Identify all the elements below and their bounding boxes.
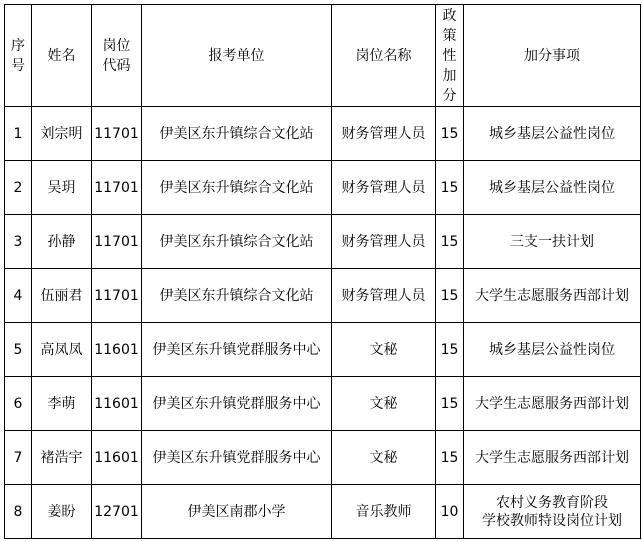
cell-seq: 6 bbox=[5, 377, 32, 431]
cell-name: 李萌 bbox=[32, 377, 92, 431]
cell-bonus: 15 bbox=[436, 107, 464, 161]
table-row bbox=[5, 377, 641, 431]
header-name: 姓名 bbox=[32, 5, 92, 107]
cell-item: 农村义务教育阶段 学校教师特设岗位计划 bbox=[464, 485, 641, 539]
cell-code: 11701 bbox=[92, 269, 142, 323]
cell-position: 财务管理人员 bbox=[332, 107, 436, 161]
cell-name: 孙静 bbox=[32, 215, 92, 269]
cell-code: 11701 bbox=[92, 161, 142, 215]
cell-item: 三支一扶计划 bbox=[464, 215, 641, 269]
header-position: 岗位名称 bbox=[332, 5, 436, 107]
cell-item: 城乡基层公益性岗位 bbox=[464, 161, 641, 215]
table-row bbox=[5, 161, 641, 215]
cell-position: 文秘 bbox=[332, 377, 436, 431]
cell-unit: 伊美区南郡小学 bbox=[142, 485, 332, 539]
cell-position: 文秘 bbox=[332, 323, 436, 377]
cell-code: 11601 bbox=[92, 431, 142, 485]
cell-code: 11701 bbox=[92, 107, 142, 161]
cell-unit: 伊美区东升镇党群服务中心 bbox=[142, 377, 332, 431]
cell-unit: 伊美区东升镇党群服务中心 bbox=[142, 323, 332, 377]
cell-seq: 7 bbox=[5, 431, 32, 485]
cell-item: 城乡基层公益性岗位 bbox=[464, 323, 641, 377]
cell-item: 大学生志愿服务西部计划 bbox=[464, 431, 641, 485]
cell-unit: 伊美区东升镇综合文化站 bbox=[142, 269, 332, 323]
cell-name: 褚浩宇 bbox=[32, 431, 92, 485]
cell-position: 文秘 bbox=[332, 431, 436, 485]
cell-bonus: 15 bbox=[436, 161, 464, 215]
cell-position: 音乐教师 bbox=[332, 485, 436, 539]
cell-bonus: 15 bbox=[436, 323, 464, 377]
header-item: 加分事项 bbox=[464, 5, 641, 107]
cell-name: 吴玥 bbox=[32, 161, 92, 215]
cell-bonus: 10 bbox=[436, 485, 464, 539]
table-row bbox=[5, 323, 641, 377]
cell-name: 刘宗明 bbox=[32, 107, 92, 161]
cell-item: 大学生志愿服务西部计划 bbox=[464, 269, 641, 323]
header-seq: 序号 bbox=[5, 5, 32, 107]
cell-seq: 2 bbox=[5, 161, 32, 215]
table-row bbox=[5, 269, 641, 323]
cell-code: 11601 bbox=[92, 323, 142, 377]
cell-unit: 伊美区东升镇综合文化站 bbox=[142, 161, 332, 215]
cell-item: 城乡基层公益性岗位 bbox=[464, 107, 641, 161]
cell-unit: 伊美区东升镇综合文化站 bbox=[142, 107, 332, 161]
header-row bbox=[5, 5, 641, 107]
cell-position: 财务管理人员 bbox=[332, 161, 436, 215]
cell-code: 12701 bbox=[92, 485, 142, 539]
cell-bonus: 15 bbox=[436, 377, 464, 431]
header-code: 岗位代码 bbox=[92, 5, 142, 107]
cell-seq: 3 bbox=[5, 215, 32, 269]
cell-seq: 8 bbox=[5, 485, 32, 539]
header-unit: 报考单位 bbox=[142, 5, 332, 107]
cell-code: 11701 bbox=[92, 215, 142, 269]
cell-position: 财务管理人员 bbox=[332, 269, 436, 323]
cell-name: 姜盼 bbox=[32, 485, 92, 539]
cell-name: 高凤凤 bbox=[32, 323, 92, 377]
cell-seq: 5 bbox=[5, 323, 32, 377]
cell-unit: 伊美区东升镇综合文化站 bbox=[142, 215, 332, 269]
cell-seq: 1 bbox=[5, 107, 32, 161]
cell-position: 财务管理人员 bbox=[332, 215, 436, 269]
header-bonus: 政策性加分 bbox=[436, 5, 464, 107]
cell-name: 伍丽君 bbox=[32, 269, 92, 323]
cell-unit: 伊美区东升镇党群服务中心 bbox=[142, 431, 332, 485]
table-row bbox=[5, 431, 641, 485]
cell-code: 11601 bbox=[92, 377, 142, 431]
cell-item: 大学生志愿服务西部计划 bbox=[464, 377, 641, 431]
bonus-points-table bbox=[4, 4, 641, 539]
table-row bbox=[5, 485, 641, 539]
table-row bbox=[5, 107, 641, 161]
cell-bonus: 15 bbox=[436, 215, 464, 269]
cell-seq: 4 bbox=[5, 269, 32, 323]
cell-bonus: 15 bbox=[436, 431, 464, 485]
cell-bonus: 15 bbox=[436, 269, 464, 323]
table-row bbox=[5, 215, 641, 269]
